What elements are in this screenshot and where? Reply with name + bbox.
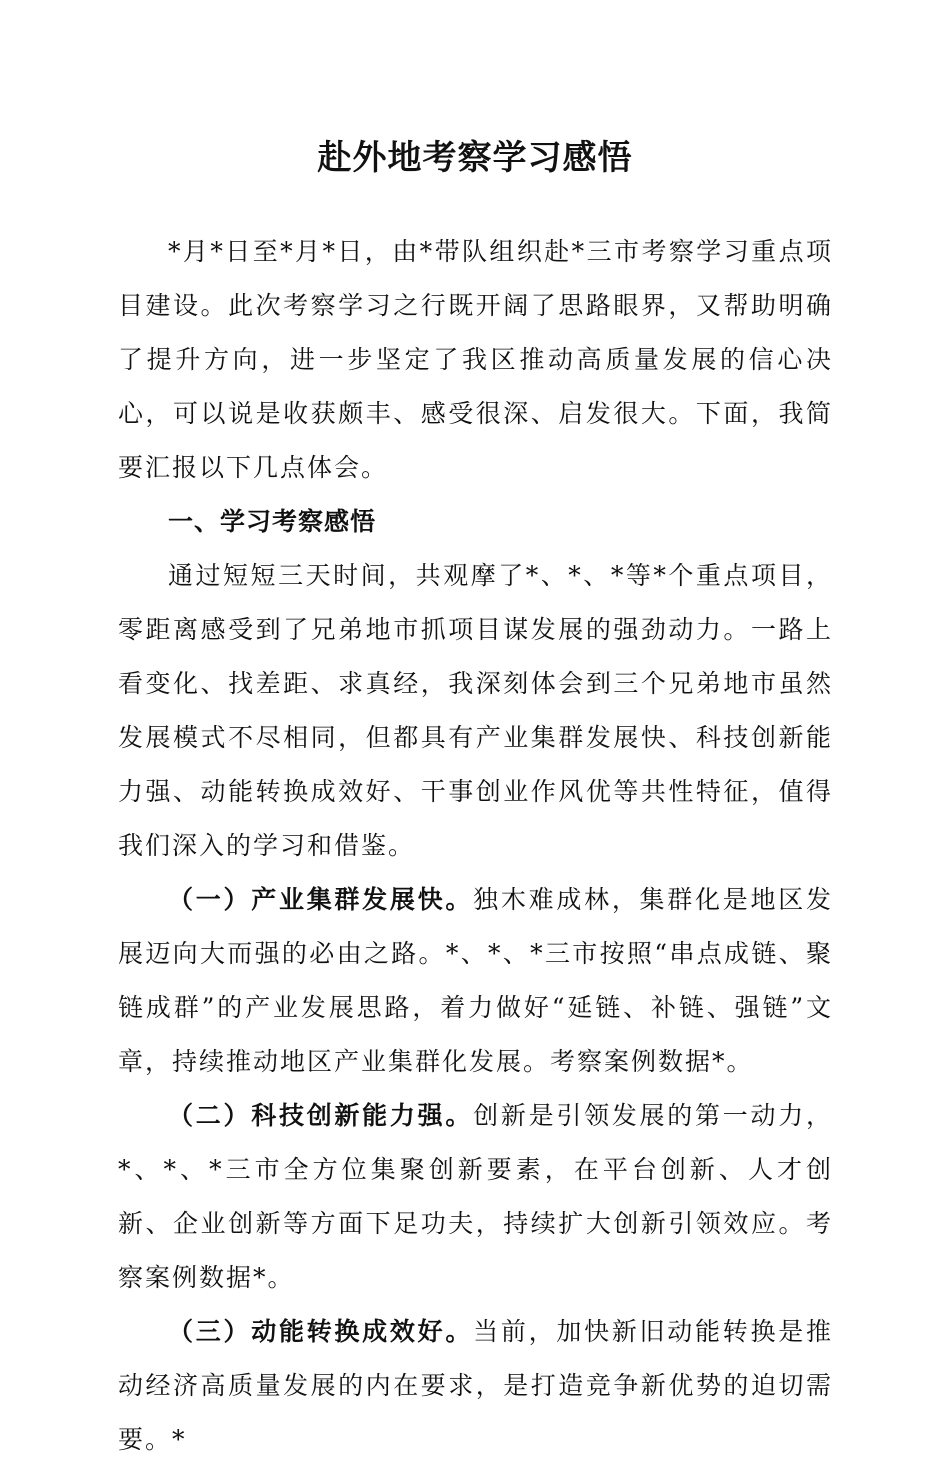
document-title: 赴外地考察学习感悟 <box>317 138 633 178</box>
section-paragraph-1: 通过短短三天时间，共观摩了*、*、*等*个重点项目，零距离感受到了兄弟地市抓项目谋发展的强劲动力。一路上看变化、找差距、求真经，我深刻体会到三个兄弟地市虽然发展模式不尽相同，但都具有产业集群发展快、科技创新能力强、动能转换成效好、干事创业作风优等共性特征，值得我们深入的学习和借鉴。 <box>118 561 833 860</box>
item-paragraph-1 <box>118 873 833 1089</box>
section-heading-1: 一、学习考察感悟 <box>168 507 377 536</box>
item-text: 当前，加快新旧动能转换是推动经济高质量发展的内在要求，是打造竞争新优势的迫切需要。* <box>118 1317 833 1454</box>
item-title: （三）动能转换成效好。 <box>168 1317 474 1346</box>
intro-paragraph: *月*日至*月*日，由*带队组织赴*三市考察学习重点项目建设。此次考察学习之行既开阔了思路眼界，又帮助明确了提升方向，进一步坚定了我区推动高质量发展的信心决心，可以说是收获颇丰、感受很深、启发很大。下面，我简要汇报以下几点体会。 <box>118 237 833 482</box>
item-text: 创新是引领发展的第一动力，*、*、*三市全方位集聚创新要素，在平台创新、人才创新、企业创新等方面下足功夫，持续扩大创新引领效应。考察案例数据*。 <box>118 1101 833 1292</box>
item-title: （二）科技创新能力强。 <box>168 1101 474 1130</box>
item-title: （一）产业集群发展快。 <box>168 885 474 914</box>
item-text: 独木难成林，集群化是地区发展迈向大而强的必由之路。*、*、*三市按照“串点成链、聚链成群”的产业发展思路，着力做好“延链、补链、强链”文章，持续推动地区产业集群化发展。考察案例数据*。 <box>118 885 833 1076</box>
item-paragraph-2 <box>118 1089 833 1305</box>
document-body <box>118 225 833 1467</box>
item-paragraph-3 <box>118 1305 833 1467</box>
